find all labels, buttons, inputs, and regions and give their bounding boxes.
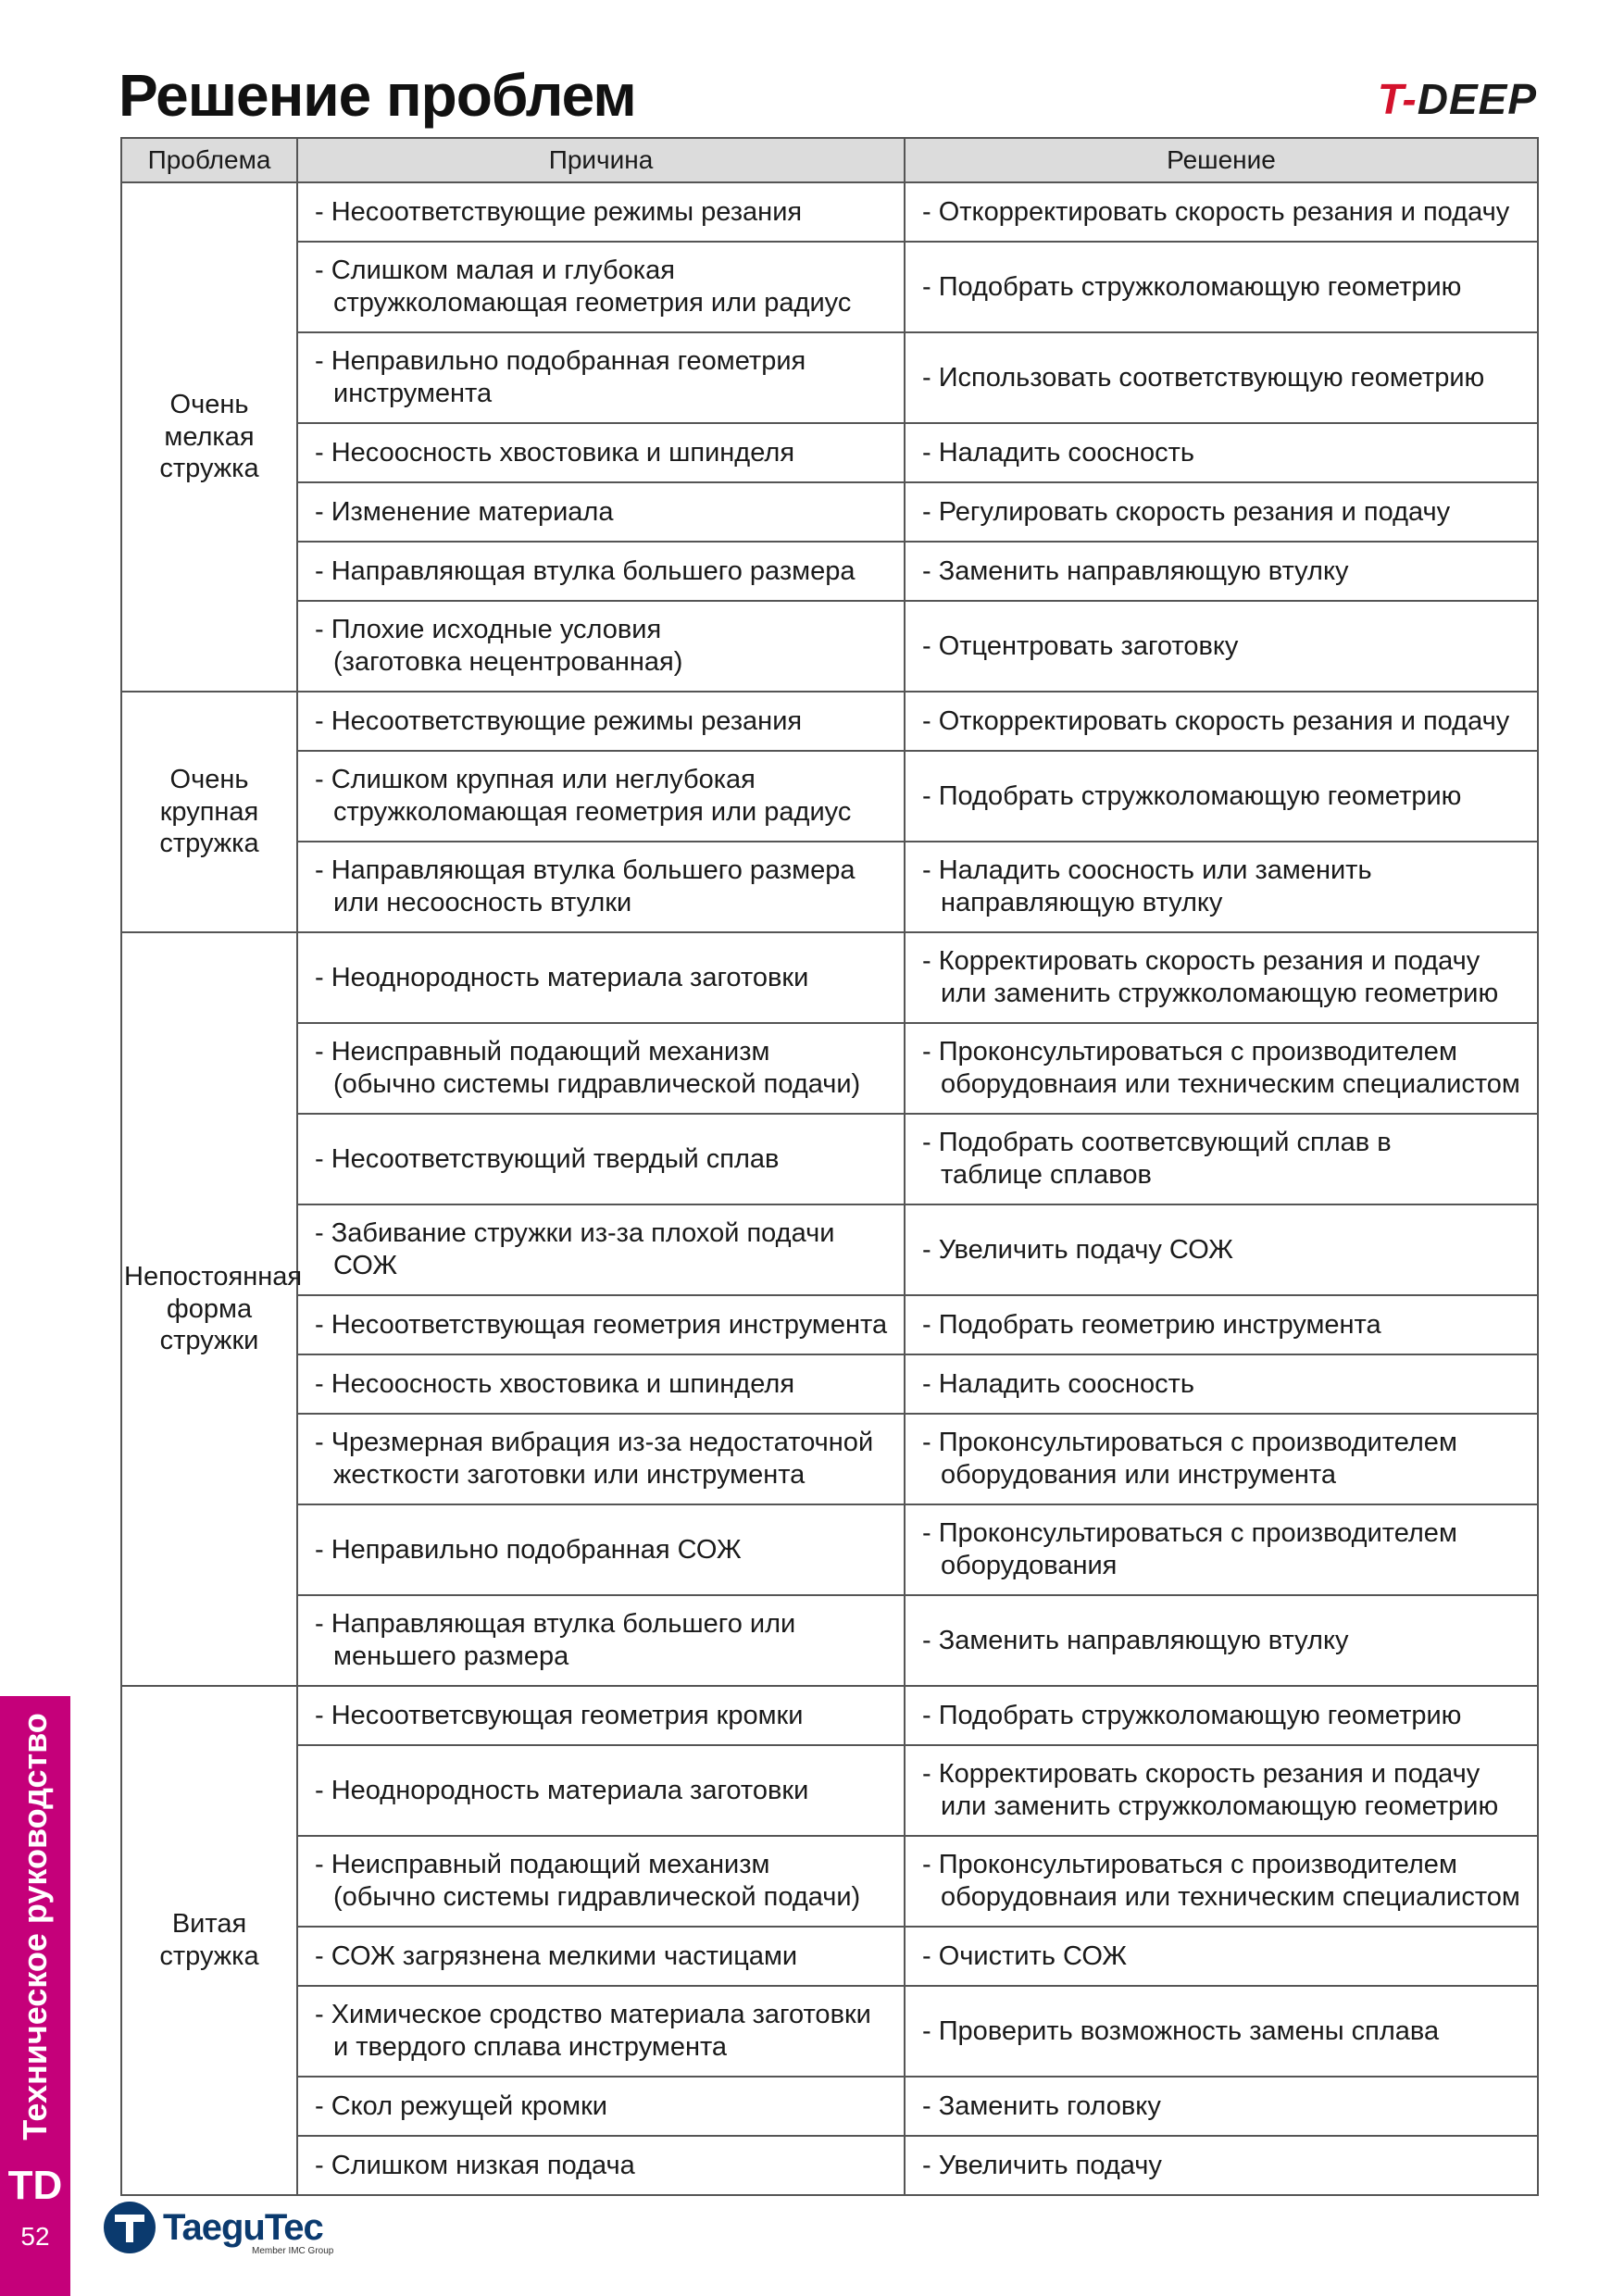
- table-row: [121, 1023, 1538, 1114]
- solution-text: - Заменить направляющую втулку: [922, 555, 1349, 586]
- section-code: TD: [7, 2163, 63, 2208]
- taegutec-logo: [104, 2198, 334, 2257]
- cause-cell: [297, 751, 905, 842]
- cause-text: - Несоответствующая геометрия инструмента: [315, 1309, 888, 1340]
- table-row: [121, 1986, 1538, 2077]
- solution-cell: [905, 242, 1538, 332]
- solution-text: - Заменить направляющую втулку: [922, 1625, 1349, 1655]
- cause-cell: [297, 1504, 905, 1595]
- solution-cell: [905, 1295, 1538, 1354]
- problem-text: Очень: [169, 764, 249, 794]
- cause-cell: [297, 601, 905, 692]
- cause-cell: [297, 1986, 905, 2077]
- cause-cell: [297, 692, 905, 751]
- solution-text: - Проверить возможность замены сплава: [922, 2015, 1440, 2046]
- problem-text: Витая: [171, 1909, 247, 1940]
- cause-text: стружколомающая геометрия или радиус: [333, 288, 852, 318]
- problem-cell: [121, 1686, 297, 2195]
- brand-logo: T-DEEP: [1377, 75, 1537, 123]
- solution-text: - Подобрать геометрию инструмента: [922, 1309, 1381, 1340]
- solution-cell: [905, 332, 1538, 423]
- cause-text: - Направляющая втулка большего или: [315, 1609, 796, 1640]
- solution-text: - Увеличить подачу СОЖ: [922, 1234, 1233, 1265]
- table-row: [121, 1414, 1538, 1504]
- cause-text: - Плохие исходные условия: [315, 615, 662, 645]
- cause-cell: [297, 1354, 905, 1414]
- side-label: Техническое руководство: [16, 1713, 54, 2140]
- cause-cell: [297, 1023, 905, 1114]
- solution-cell: [905, 692, 1538, 751]
- table-row: [121, 1504, 1538, 1595]
- cause-text: - Направляющая втулка большего размера: [315, 555, 856, 586]
- cause-text: - Несоответсвующая геометрия кромки: [315, 1700, 804, 1730]
- solution-cell: [905, 1836, 1538, 1927]
- solution-text: - Подобрать стружколомающую геометрию: [922, 780, 1462, 811]
- solution-cell: [905, 1986, 1538, 2077]
- cause-text: - Слишком крупная или неглубокая: [315, 765, 756, 795]
- problem-text: стружка: [159, 454, 259, 484]
- cause-cell: [297, 1836, 905, 1927]
- table-row: [121, 1295, 1538, 1354]
- solution-cell: [905, 1595, 1538, 1686]
- table-row: [121, 2136, 1538, 2195]
- problem-text: стружка: [159, 1941, 259, 1971]
- cause-text: стружколомающая геометрия или радиус: [333, 797, 852, 827]
- cause-cell: [297, 423, 905, 482]
- solution-text: оборудовнаия или техническим специалистом: [941, 1069, 1520, 1099]
- solution-text: - Откорректировать скорость резания и подачу: [922, 705, 1510, 736]
- table-row: [121, 692, 1538, 751]
- logo-text: TaeguTec: [163, 2206, 323, 2248]
- solution-text: - Проконсультироваться с производителем: [922, 1850, 1457, 1880]
- cause-text: - Неоднородность материала заготовки: [315, 1775, 809, 1805]
- solution-cell: [905, 182, 1538, 242]
- solution-text: оборудования: [941, 1551, 1118, 1580]
- cause-cell: [297, 482, 905, 542]
- solution-cell: [905, 2136, 1538, 2195]
- solution-cell: [905, 1927, 1538, 1986]
- cause-text: - Неисправный подающий механизм: [315, 1850, 770, 1880]
- page-title: Решение проблем: [119, 62, 636, 129]
- cause-text: и твердого сплава инструмента: [333, 2032, 728, 2062]
- problem-text: стружки: [159, 1326, 259, 1356]
- cause-text: - Химическое сродство материала заготовки: [315, 2000, 871, 2030]
- table-row: [121, 1836, 1538, 1927]
- solution-cell: [905, 423, 1538, 482]
- table-row: [121, 542, 1538, 601]
- solution-text: направляющую втулку: [941, 888, 1223, 917]
- troubleshooting-table: [120, 137, 1539, 2196]
- solution-cell: [905, 1204, 1538, 1295]
- cause-text: - Слишком малая и глубокая: [315, 256, 675, 286]
- solution-text: или заменить стружколомающую геометрию: [941, 1791, 1499, 1821]
- table-row: [121, 601, 1538, 692]
- table-row: [121, 242, 1538, 332]
- problem-text: форма: [166, 1293, 253, 1324]
- cause-cell: [297, 842, 905, 932]
- cause-text: - Забивание стружки из-за плохой подачи: [315, 1218, 835, 1249]
- solution-text: - Очистить СОЖ: [922, 1940, 1128, 1971]
- table-row: [121, 423, 1538, 482]
- header-cause: Причина: [297, 138, 905, 182]
- cause-text: (обычно системы гидравлической подачи): [333, 1069, 861, 1099]
- solution-text: - Увеличить подачу: [922, 2150, 1162, 2180]
- solution-cell: [905, 1745, 1538, 1836]
- cause-cell: [297, 1595, 905, 1686]
- table-row: [121, 1204, 1538, 1295]
- cause-text: - Несоосность хвостовика и шпинделя: [315, 437, 795, 468]
- cause-text: - СОЖ загрязнена мелкими частицами: [315, 1940, 798, 1971]
- solution-text: таблице сплавов: [941, 1160, 1152, 1190]
- problem-text: Непостоянная: [124, 1261, 303, 1292]
- solution-text: - Корректировать скорость резания и подачу: [922, 946, 1480, 977]
- problem-text: стружка: [159, 829, 259, 859]
- problem-cell: [121, 692, 297, 932]
- cause-cell: [297, 932, 905, 1023]
- cause-text: СОЖ: [333, 1251, 398, 1280]
- cause-cell: [297, 1414, 905, 1504]
- solution-text: - Использовать соответствующую геометрию: [922, 362, 1485, 393]
- solution-text: - Откорректировать скорость резания и подачу: [922, 196, 1510, 227]
- solution-cell: [905, 1354, 1538, 1414]
- solution-text: оборудования или инструмента: [941, 1460, 1336, 1490]
- solution-text: - Проконсультироваться с производителем: [922, 1037, 1457, 1067]
- cause-cell: [297, 332, 905, 423]
- solution-text: - Корректировать скорость резания и подачу: [922, 1759, 1480, 1790]
- cause-cell: [297, 242, 905, 332]
- solution-cell: [905, 1504, 1538, 1595]
- cause-text: - Направляющая втулка большего размера: [315, 855, 856, 886]
- logo-subtitle: Member IMC Group: [252, 2246, 334, 2256]
- table-row: [121, 1595, 1538, 1686]
- solution-text: оборудовнаия или техническим специалистом: [941, 1882, 1520, 1912]
- solution-text: - Проконсультироваться с производителем: [922, 1518, 1457, 1549]
- solution-cell: [905, 2077, 1538, 2136]
- cause-text: - Неисправный подающий механизм: [315, 1037, 770, 1067]
- table-row: [121, 332, 1538, 423]
- problem-cell: [121, 932, 303, 1686]
- cause-text: - Несоответствующие режимы резания: [315, 196, 803, 227]
- taegutec-mark-icon: [104, 2202, 156, 2253]
- solution-cell: [905, 1023, 1538, 1114]
- cause-text: (обычно системы гидравлической подачи): [333, 1882, 861, 1912]
- table-row: [121, 842, 1538, 932]
- cause-text: - Несоответствующий твердый сплав: [315, 1143, 780, 1174]
- solution-text: - Наладить соосность: [922, 437, 1195, 468]
- cause-text: - Чрезмерная вибрация из-за недостаточной: [315, 1428, 874, 1458]
- table-row: [121, 1927, 1538, 1986]
- cause-cell: [297, 2136, 905, 2195]
- cause-text: - Скол режущей кромки: [315, 2090, 607, 2121]
- solution-cell: [905, 1686, 1538, 1745]
- cause-cell: [297, 1927, 905, 1986]
- solution-text: - Проконсультироваться с производителем: [922, 1428, 1457, 1458]
- cause-cell: [297, 182, 905, 242]
- solution-cell: [905, 751, 1538, 842]
- table-row: [121, 182, 1538, 242]
- solution-text: - Регулировать скорость резания и подачу: [922, 496, 1451, 527]
- section-badge: [0, 2157, 70, 2296]
- solution-cell: [905, 1114, 1538, 1204]
- problem-text: крупная: [159, 796, 259, 827]
- cause-cell: [297, 1686, 905, 1745]
- cause-text: жесткости заготовки или инструмента: [333, 1460, 806, 1490]
- cause-cell: [297, 542, 905, 601]
- solution-text: - Подобрать стружколомающую геометрию: [922, 1700, 1462, 1730]
- cause-text: - Несоосность хвостовика и шпинделя: [315, 1368, 795, 1399]
- solution-cell: [905, 601, 1538, 692]
- cause-text: (заготовка нецентрованная): [333, 647, 683, 677]
- solution-text: или заменить стружколомающую геометрию: [941, 979, 1499, 1008]
- solution-text: - Подобрать соответсвующий сплав в: [922, 1128, 1392, 1158]
- cause-cell: [297, 1114, 905, 1204]
- problem-text: Очень мелкая: [164, 389, 255, 452]
- cause-text: - Слишком низкая подача: [315, 2150, 635, 2180]
- solution-text: - Заменить головку: [922, 2090, 1161, 2121]
- cause-text: - Изменение материала: [315, 496, 614, 527]
- cause-cell: [297, 2077, 905, 2136]
- solution-text: - Подобрать стружколомающую геометрию: [922, 271, 1462, 302]
- table-row: [121, 1745, 1538, 1836]
- solution-text: - Наладить соосность: [922, 1368, 1195, 1399]
- table-row: [121, 1686, 1538, 1745]
- header-problem: Проблема: [121, 138, 297, 182]
- problem-cell: [121, 182, 297, 692]
- cause-cell: [297, 1204, 905, 1295]
- cause-text: - Неправильно подобранная СОЖ: [315, 1534, 742, 1565]
- solution-cell: [905, 842, 1538, 932]
- solution-cell: [905, 1414, 1538, 1504]
- table-row: [121, 932, 1538, 1023]
- solution-cell: [905, 932, 1538, 1023]
- header-solution: Решение: [905, 138, 1538, 182]
- cause-text: - Неоднородность материала заготовки: [315, 962, 809, 992]
- cause-text: или несоосность втулки: [333, 888, 632, 917]
- table-row: [121, 751, 1538, 842]
- solution-text: - Наладить соосность или заменить: [922, 855, 1372, 886]
- table-row: [121, 2077, 1538, 2136]
- cause-text: инструмента: [333, 379, 493, 408]
- cause-text: - Неправильно подобранная геометрия: [315, 346, 806, 377]
- cause-text: меньшего размера: [333, 1641, 569, 1671]
- cause-cell: [297, 1295, 905, 1354]
- solution-text: - Отцентровать заготовку: [922, 630, 1239, 661]
- section-side-tab: [0, 1696, 70, 2157]
- solution-cell: [905, 482, 1538, 542]
- table-row: [121, 482, 1538, 542]
- table-row: [121, 1114, 1538, 1204]
- cause-text: - Несоответствующие режимы резания: [315, 705, 803, 736]
- solution-cell: [905, 542, 1538, 601]
- cause-cell: [297, 1745, 905, 1836]
- table-row: [121, 1354, 1538, 1414]
- page-number: 52: [20, 2222, 50, 2251]
